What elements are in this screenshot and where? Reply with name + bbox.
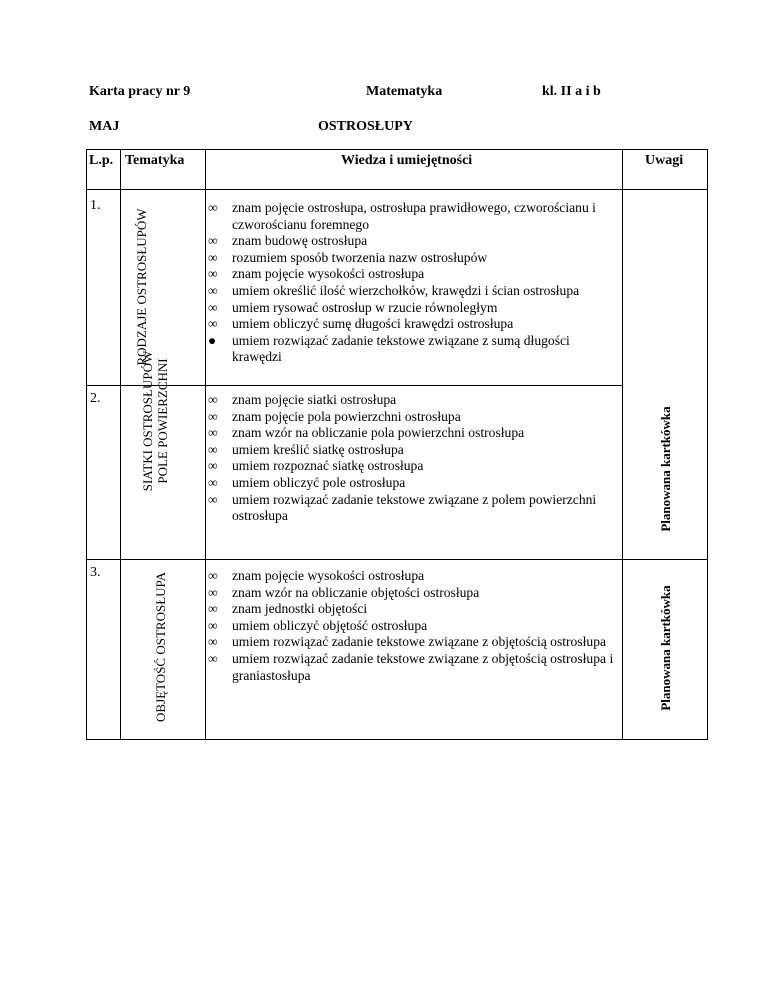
skill-item — [208, 618, 616, 635]
skill-item — [208, 300, 616, 317]
skill-item — [208, 392, 616, 409]
topic-label-1-line: RODZAJE OSTROSŁUPÓW — [133, 208, 149, 366]
class-label: kl. II a i b — [542, 84, 601, 99]
skill-item — [208, 585, 616, 602]
skill-text: znam pojęcie ostrosłupa, ostrosłupa prawidłowego, czworościanu i czworościanu foremnego — [232, 200, 596, 232]
note-planned-quiz-1: Planowana kartkówka — [657, 406, 673, 532]
header-divider — [86, 189, 708, 190]
topic-label-3 — [147, 562, 173, 732]
bullet-infinity-icon: ∞ — [208, 200, 218, 215]
skill-text: umiem rozwiązać zadanie tekstowe związane z polem powierzchni ostrosłupa — [232, 491, 597, 524]
skill-list-2 — [208, 392, 616, 525]
bullet-infinity-icon: ∞ — [208, 458, 218, 474]
skill-item — [208, 333, 616, 366]
table-border-left — [86, 149, 87, 740]
bullet-infinity-icon: ∞ — [208, 568, 218, 583]
topic-label-3-line: OBJĘTOŚĆ OSTROSŁUPA — [152, 572, 168, 722]
bullet-infinity-icon: ∞ — [208, 299, 218, 315]
skill-item — [208, 266, 616, 283]
skill-text: znam pojęcie wysokości ostrosłupa — [232, 568, 425, 583]
skill-text: umiem kreślić siatkę ostrosłupa — [232, 441, 404, 457]
bullet-infinity-icon: ∞ — [208, 316, 218, 332]
skill-item — [208, 458, 616, 475]
topic-title: OSTROSŁUPY — [318, 119, 413, 134]
bullet-infinity-icon: ∞ — [208, 233, 218, 249]
skill-text: znam wzór na obliczanie pola powierzchni ostrosłupa — [232, 425, 525, 441]
bullet-infinity-icon: ∞ — [208, 491, 218, 507]
bullet-infinity-icon: ∞ — [208, 441, 218, 457]
skill-text: umiem rozwiązać zadanie tekstowe związane z sumą długości krawędzi — [232, 332, 570, 365]
skill-text: umiem rozwiązać zadanie tekstowe związane z objętością ostrosłupa i graniastosłupa — [232, 650, 614, 683]
note-planned-quiz-2: Planowana kartkówka — [657, 585, 673, 711]
bullet-infinity-icon: ∞ — [208, 249, 218, 265]
row-number-3: 3. — [90, 565, 101, 580]
topic-label-2-line-1: SIATKI OSTROSŁUPÓW — [140, 350, 155, 492]
topic-label-2-line-2: POLE POWIERZCHNI — [155, 358, 170, 484]
col-divider-wiedza — [622, 149, 623, 740]
col-divider-lp — [120, 149, 121, 740]
col-header-tematyka: Tematyka — [125, 153, 185, 168]
row-divider-2 — [86, 559, 708, 560]
bullet-infinity-icon: ∞ — [208, 617, 218, 633]
skill-item — [208, 568, 616, 585]
col-header-wiedza: Wiedza i umiejętności — [341, 153, 473, 168]
col-header-lp: L.p. — [89, 153, 114, 168]
skill-text: znam pojęcie siatki ostrosłupa — [232, 392, 397, 407]
bullet-infinity-icon: ∞ — [208, 584, 218, 600]
topic-label-2 — [123, 336, 187, 506]
skill-text: umiem obliczyć objętość ostrosłupa — [232, 617, 428, 633]
row-number-2: 2. — [90, 391, 101, 406]
bullet-infinity-icon: ∞ — [208, 634, 218, 650]
bullet-infinity-icon: ∞ — [208, 474, 218, 490]
bullet-dot-icon: ● — [208, 332, 217, 348]
table-border-right — [707, 149, 708, 740]
skill-text: umiem określić ilość wierzchołków, krawędzi i ścian ostrosłupa — [232, 282, 580, 298]
skill-item — [208, 200, 616, 233]
col-divider-tematyka — [205, 149, 206, 740]
row-number-1: 1. — [90, 198, 101, 213]
table-border-bottom — [86, 739, 708, 740]
month: MAJ — [89, 119, 120, 134]
skill-list-3 — [208, 568, 616, 684]
bullet-infinity-icon: ∞ — [208, 392, 218, 407]
skill-item — [208, 634, 616, 651]
skill-text: umiem rysować ostrosłup w rzucie równoległym — [232, 299, 498, 315]
skill-item — [208, 475, 616, 492]
skill-text: znam wzór na obliczanie objętości ostrosłupa — [232, 584, 480, 600]
bullet-infinity-icon: ∞ — [208, 266, 218, 282]
skill-item — [208, 425, 616, 442]
skill-text: znam jednostki objętości — [232, 601, 368, 617]
skill-text: rozumiem sposób tworzenia nazw ostrosłupów — [232, 249, 488, 265]
col-header-uwagi: Uwagi — [645, 153, 684, 168]
bullet-infinity-icon: ∞ — [208, 650, 218, 666]
bullet-infinity-icon: ∞ — [208, 601, 218, 617]
bullet-infinity-icon: ∞ — [208, 425, 218, 441]
skill-text: umiem rozpoznać siatkę ostrosłupa — [232, 458, 424, 474]
skill-list-1 — [208, 200, 616, 366]
skill-item — [208, 283, 616, 300]
skill-item — [208, 409, 616, 426]
subject: Matematyka — [366, 84, 443, 99]
skill-item — [208, 601, 616, 618]
skill-item — [208, 316, 616, 333]
skill-text: umiem obliczyć sumę długości krawędzi ostrosłupa — [232, 316, 514, 332]
skill-item — [208, 492, 616, 525]
skill-item — [208, 442, 616, 459]
bullet-infinity-icon: ∞ — [208, 408, 218, 424]
skill-text: znam pojęcie wysokości ostrosłupa — [232, 266, 425, 282]
table-border-top — [86, 149, 708, 150]
skill-text: umiem obliczyć pole ostrosłupa — [232, 474, 406, 490]
skill-text: znam pojęcie pola powierzchni ostrosłupa — [232, 408, 461, 424]
skill-item — [208, 651, 616, 684]
skill-text: znam budowę ostrosłupa — [232, 233, 368, 249]
skill-text: umiem rozwiązać zadanie tekstowe związane z objętością ostrosłupa — [232, 634, 607, 650]
bullet-infinity-icon: ∞ — [208, 282, 218, 298]
worksheet-number: Karta pracy nr 9 — [89, 84, 191, 99]
skill-item — [208, 250, 616, 267]
skill-item — [208, 233, 616, 250]
